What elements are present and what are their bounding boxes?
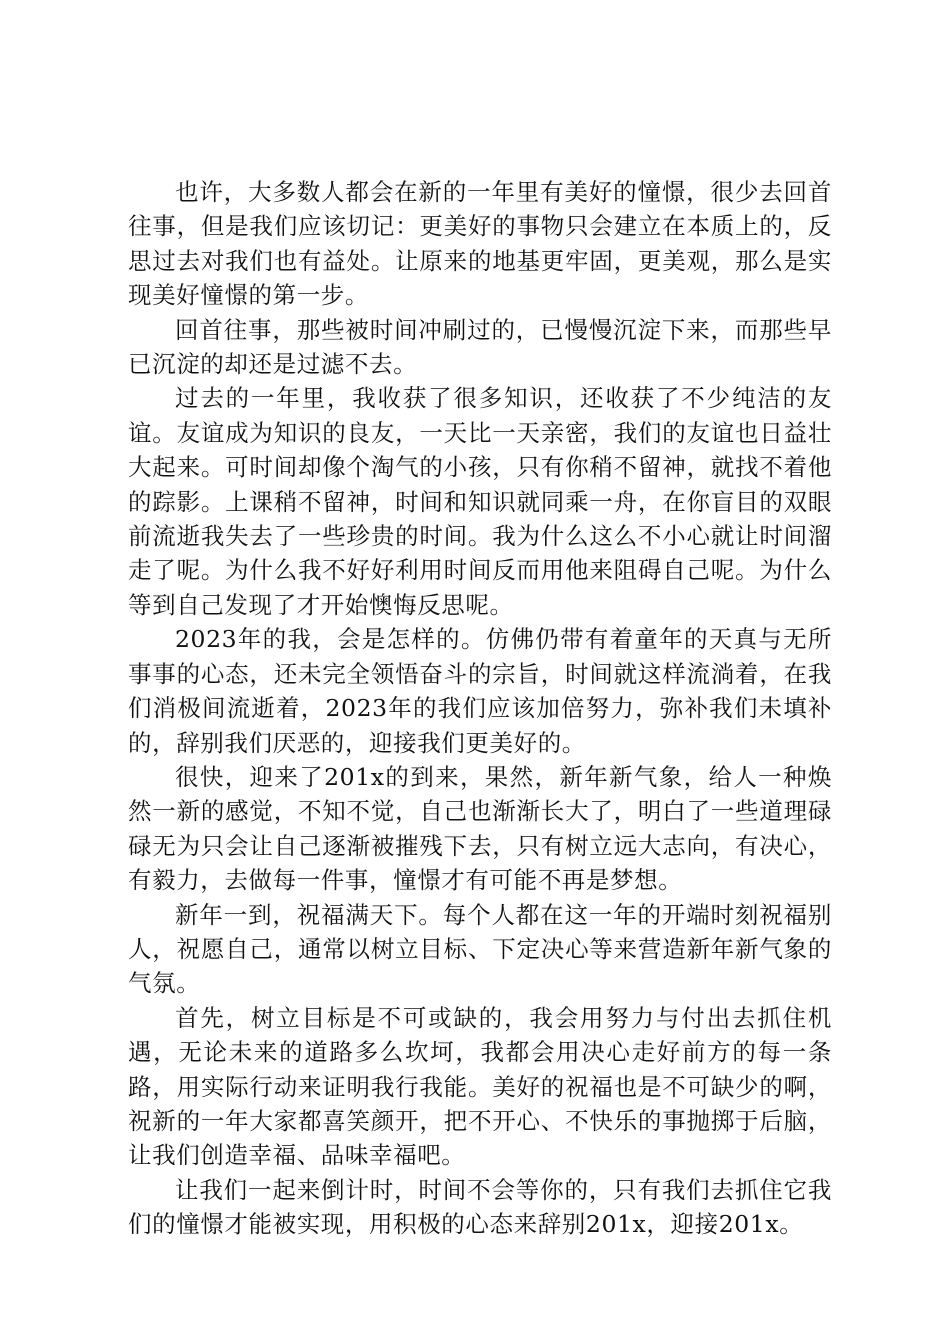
paragraph-5: 很快，迎来了201x的到来，果然，新年新气象，给人一种焕然一新的感觉，不知不觉，自己也渐渐长大了，明白了一些道理碌碌无为只会让自己逐渐被摧残下去，只有树立远大志向，有决心，有毅力，去做每一件事，憧憬才有可能不再是梦想。 bbox=[128, 762, 832, 895]
paragraph-7: 首先，树立目标是不可或缺的，我会用努力与付出去抓住机遇，无论未来的道路多么坎坷，我都会用决心走好前方的每一条路，用实际行动来证明我行我能。美好的祝福也是不可缺少的啊，祝新的一年大家都喜笑颜开，把不开心、不快乐的事抛掷于后脑，让我们创造幸福、品味幸福吧。 bbox=[128, 1003, 832, 1170]
paragraph-2: 回首往事，那些被时间冲刷过的，已慢慢沉淀下来，而那些早已沉淀的却还是过滤不去。 bbox=[128, 315, 832, 379]
document-body bbox=[128, 175, 832, 1242]
paragraph-3: 过去的一年里，我收获了很多知识，还收获了不少纯洁的友谊。友谊成为知识的良友，一天比一天亲密，我们的友谊也日益壮大起来。可时间却像个淘气的小孩，只有你稍不留神，就找不着他的踪影。上课稍不留神，时间和知识就同乘一舟，在你盲目的双眼前流逝我失去了一些珍贵的时间。我为什么这么不小心就让时间溜走了呢。为什么我不好好利用时间反而用他来阻碍自己呢。为什么等到自己发现了才开始懊悔反思呢。 bbox=[128, 384, 832, 619]
paragraph-4: 2023年的我，会是怎样的。仿佛仍带有着童年的天真与无所事事的心态，还未完全领悟奋斗的宗旨，时间就这样流淌着，在我们消极间流逝着，2023年的我们应该加倍努力，弥补我们未填补的，辞别我们厌恶的，迎接我们更美好的。 bbox=[128, 625, 832, 757]
paragraph-1: 也许，大多数人都会在新的一年里有美好的憧憬，很少去回首往事，但是我们应该切记：更美好的事物只会建立在本质上的，反思过去对我们也有益处。让原来的地基更牢固，更美观，那么是实现美好憧憬的第一步。 bbox=[128, 178, 832, 310]
paragraph-6: 新年一到，祝福满天下。每个人都在这一年的开端时刻祝福别人，祝愿自己，通常以树立目标、下定决心等来营造新年新气象的气氛。 bbox=[128, 900, 832, 998]
paragraph-8: 让我们一起来倒计时，时间不会等你的，只有我们去抓住它我们的憧憬才能被实现，用积极的心态来辞别201x，迎接201x。 bbox=[128, 1175, 832, 1239]
